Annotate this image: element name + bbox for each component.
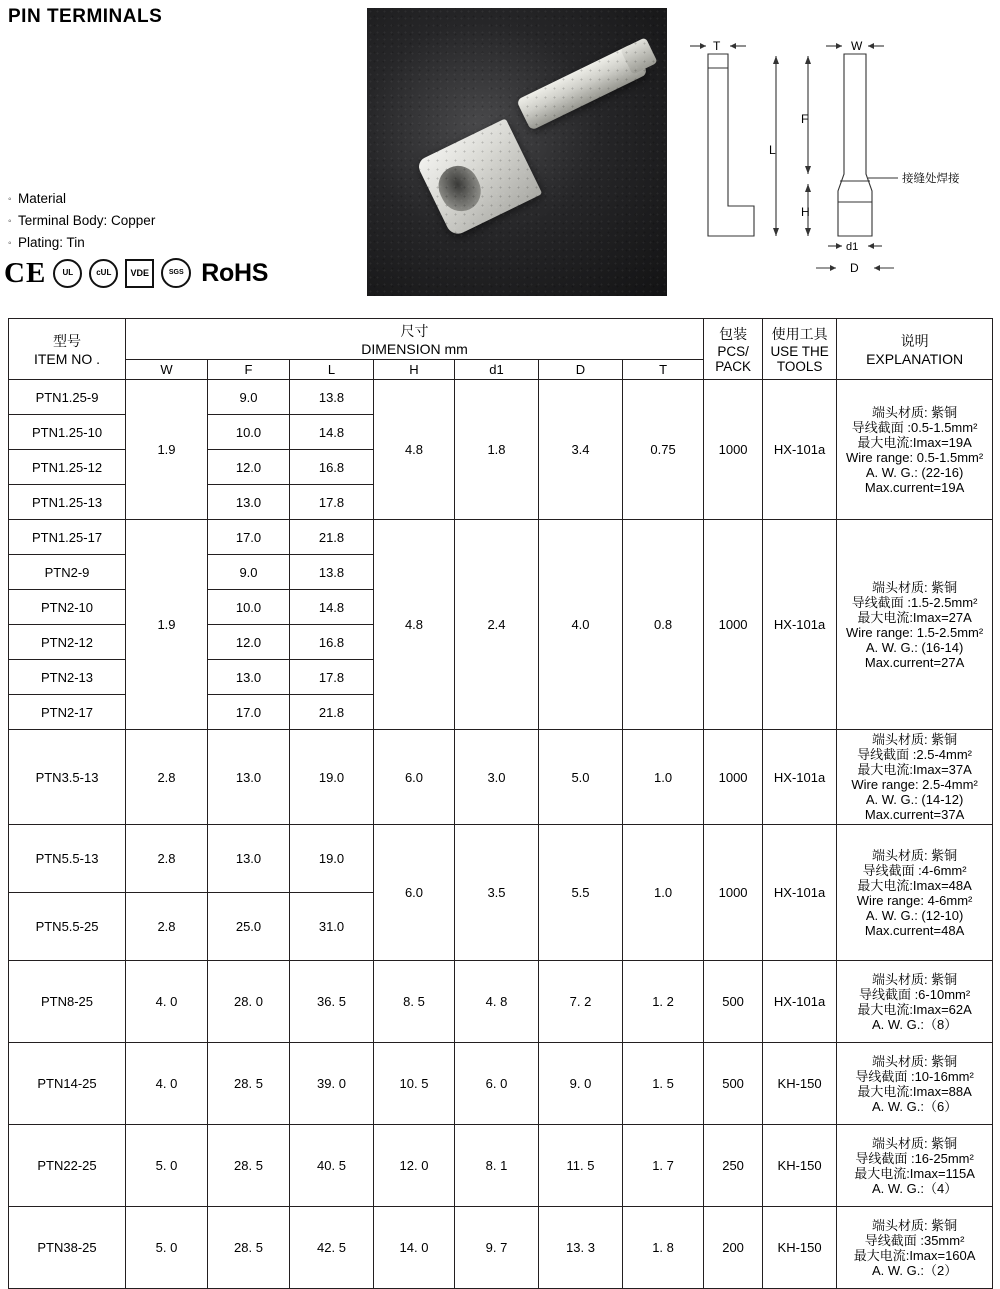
cell-f: 13.0 (208, 485, 290, 520)
table-row (9, 1043, 993, 1125)
cell-l: 39. 0 (290, 1043, 374, 1125)
cell-f: 28. 5 (208, 1043, 290, 1125)
cell-l: 21.8 (290, 695, 374, 730)
cell-item-no: PTN1.25-17 (9, 520, 126, 555)
cell-explanation: 端头材质: 紫铜 导线截面 :2.5-4mm² 最大电流:Imax=37A Wire range: 2.5-4mm² A. W. G.: (14-12) Max.current=37A (837, 730, 993, 825)
cell-d1: 3.0 (455, 730, 539, 825)
cell-h: 10. 5 (374, 1043, 455, 1125)
vde-mark-icon: VDE (125, 259, 154, 288)
cell-l: 14.8 (290, 415, 374, 450)
cell-l: 42. 5 (290, 1207, 374, 1289)
cell-t: 1.0 (623, 730, 704, 825)
cell-pack: 1000 (704, 730, 763, 825)
header-dimension: 尺寸 DIMENSION mm (126, 319, 704, 360)
label-l: L (769, 143, 776, 157)
cell-d1: 1.8 (455, 380, 539, 520)
cell-l: 16.8 (290, 450, 374, 485)
cell-f: 13.0 (208, 730, 290, 825)
cell-t: 1. 2 (623, 961, 704, 1043)
cell-pack: 1000 (704, 825, 763, 961)
cell-t: 0.75 (623, 380, 704, 520)
table-body (9, 380, 993, 1289)
cell-l: 17.8 (290, 660, 374, 695)
cell-item-no: PTN1.25-9 (9, 380, 126, 415)
bullet-icon: ◦ (8, 216, 12, 227)
cell-explanation: 端头材质: 紫铜 导线截面 :16-25mm² 最大电流:Imax=115A A. W. G.:（4） (837, 1125, 993, 1207)
cell-f: 17.0 (208, 695, 290, 730)
rohs-mark-label: RoHS (201, 258, 269, 287)
cell-explanation: 端头材质: 紫铜 导线截面 :35mm² 最大电流:Imax=160A A. W. G.:（2） (837, 1207, 993, 1289)
table-row (9, 961, 993, 1043)
cell-pack: 250 (704, 1125, 763, 1207)
header-dim-f: F (208, 360, 290, 380)
cell-item-no: PTN2-13 (9, 660, 126, 695)
cell-t: 1. 5 (623, 1043, 704, 1125)
cell-f: 13.0 (208, 825, 290, 893)
cell-w: 1.9 (126, 380, 208, 520)
cell-explanation: 端头材质: 紫铜 导线截面 :1.5-2.5mm² 最大电流:Imax=27A Wire range: 1.5-2.5mm² A. W. G.: (16-14) Max.current=27A (837, 520, 993, 730)
cell-l: 16.8 (290, 625, 374, 660)
bullet-icon: ◦ (8, 238, 12, 249)
certification-marks (4, 258, 268, 288)
material-spec-list (8, 188, 155, 254)
cell-item-no: PTN3.5-13 (9, 730, 126, 825)
spec-table-wrapper (8, 318, 992, 1289)
cell-f: 17.0 (208, 520, 290, 555)
cell-tool: HX-101a (763, 380, 837, 520)
cell-d: 9. 0 (539, 1043, 623, 1125)
cell-w: 2.8 (126, 730, 208, 825)
page-title: PIN TERMINALS (8, 6, 163, 27)
cell-w: 5. 0 (126, 1125, 208, 1207)
cell-w: 2.8 (126, 893, 208, 961)
specification-table (8, 318, 993, 1289)
cell-explanation: 端头材质: 紫铜 导线截面 :4-6mm² 最大电流:Imax=48A Wire range: 4-6mm² A. W. G.: (12-10) Max.current=48A (837, 825, 993, 961)
cell-item-no: PTN1.25-10 (9, 415, 126, 450)
table-row (9, 520, 993, 555)
table-row (9, 1207, 993, 1289)
cell-explanation: 端头材质: 紫铜 导线截面 :0.5-1.5mm² 最大电流:Imax=19A Wire range: 0.5-1.5mm² A. W. G.: (22-16) Max.current=19A (837, 380, 993, 520)
cell-f: 9.0 (208, 380, 290, 415)
cell-pack: 1000 (704, 520, 763, 730)
label-t: T (713, 39, 721, 53)
ul-mark-icon: UL (53, 259, 82, 288)
cell-t: 1. 7 (623, 1125, 704, 1207)
cell-f: 28. 5 (208, 1207, 290, 1289)
material-heading: ◦ Material (8, 188, 155, 210)
cell-h: 8. 5 (374, 961, 455, 1043)
cell-tool: HX-101a (763, 825, 837, 961)
label-f: F (801, 112, 809, 126)
cell-f: 25.0 (208, 893, 290, 961)
cell-item-no: PTN38-25 (9, 1207, 126, 1289)
header-pack: 包装 PCS/ PACK (704, 319, 763, 380)
label-w: W (851, 39, 863, 53)
technical-drawing (676, 6, 996, 298)
cell-item-no: PTN2-10 (9, 590, 126, 625)
cell-tool: HX-101a (763, 961, 837, 1043)
cell-d: 11. 5 (539, 1125, 623, 1207)
cell-d1: 9. 7 (455, 1207, 539, 1289)
cell-d: 7. 2 (539, 961, 623, 1043)
table-row (9, 1125, 993, 1207)
terminal-barrel-shape (416, 118, 543, 237)
cell-item-no: PTN2-9 (9, 555, 126, 590)
cell-w: 1.9 (126, 520, 208, 730)
cell-tool: KH-150 (763, 1125, 837, 1207)
label-h: H (801, 205, 810, 219)
cell-h: 4.8 (374, 520, 455, 730)
cell-pack: 500 (704, 1043, 763, 1125)
material-item-body: ◦ Terminal Body: Copper (8, 210, 155, 232)
cell-f: 13.0 (208, 660, 290, 695)
cell-l: 36. 5 (290, 961, 374, 1043)
cell-d1: 8. 1 (455, 1125, 539, 1207)
cell-d: 5.0 (539, 730, 623, 825)
cell-pack: 500 (704, 961, 763, 1043)
cell-tool: KH-150 (763, 1207, 837, 1289)
cell-tool: HX-101a (763, 520, 837, 730)
sgs-mark-icon: SGS (161, 258, 191, 288)
cell-d: 4.0 (539, 520, 623, 730)
header-explanation: 说明 EXPLANATION (837, 319, 993, 380)
cell-l: 21.8 (290, 520, 374, 555)
page-header (0, 0, 1000, 300)
cell-l: 19.0 (290, 730, 374, 825)
cell-pack: 1000 (704, 380, 763, 520)
cell-d: 5.5 (539, 825, 623, 961)
cell-item-no: PTN1.25-12 (9, 450, 126, 485)
cell-w: 4. 0 (126, 961, 208, 1043)
cell-f: 12.0 (208, 625, 290, 660)
cell-item-no: PTN1.25-13 (9, 485, 126, 520)
table-row (9, 380, 993, 415)
cell-w: 5. 0 (126, 1207, 208, 1289)
cell-l: 40. 5 (290, 1125, 374, 1207)
header-dim-w: W (126, 360, 208, 380)
cell-l: 13.8 (290, 555, 374, 590)
table-row (9, 825, 993, 893)
cell-l: 31.0 (290, 893, 374, 961)
cell-f: 10.0 (208, 415, 290, 450)
cell-d1: 6. 0 (455, 1043, 539, 1125)
cell-t: 1.0 (623, 825, 704, 961)
cell-tool: HX-101a (763, 730, 837, 825)
terminal-bore-shape (432, 159, 488, 218)
cell-f: 9.0 (208, 555, 290, 590)
cell-h: 6.0 (374, 730, 455, 825)
header-dim-d1: d1 (455, 360, 539, 380)
header-item-no: 型号 ITEM NO . (9, 319, 126, 380)
cul-mark-icon: cUL (89, 259, 118, 288)
cell-item-no: PTN5.5-13 (9, 825, 126, 893)
cell-item-no: PTN5.5-25 (9, 893, 126, 961)
cell-h: 14. 0 (374, 1207, 455, 1289)
cell-f: 28. 5 (208, 1125, 290, 1207)
cell-l: 17.8 (290, 485, 374, 520)
cell-d1: 2.4 (455, 520, 539, 730)
terminal-pin-shape (516, 43, 648, 131)
cell-explanation: 端头材质: 紫铜 导线截面 :6-10mm² 最大电流:Imax=62A A. W. G.:（8） (837, 961, 993, 1043)
drawing-svg (676, 6, 996, 298)
table-header-row-1 (9, 319, 993, 360)
cell-t: 1. 8 (623, 1207, 704, 1289)
cell-h: 6.0 (374, 825, 455, 961)
label-d: D (850, 261, 859, 275)
header-dim-d: D (539, 360, 623, 380)
cell-explanation: 端头材质: 紫铜 导线截面 :10-16mm² 最大电流:Imax=88A A. W. G.:（6） (837, 1043, 993, 1125)
cell-f: 10.0 (208, 590, 290, 625)
cell-tool: KH-150 (763, 1043, 837, 1125)
cell-w: 2.8 (126, 825, 208, 893)
material-item-plating: ◦ Plating: Tin (8, 232, 155, 254)
label-d1: d1 (846, 241, 859, 253)
label-weld-note: 接缝处焊接 (902, 173, 960, 185)
product-photo (367, 8, 667, 296)
bullet-icon: ◦ (8, 194, 12, 205)
cell-f: 28. 0 (208, 961, 290, 1043)
cell-item-no: PTN2-17 (9, 695, 126, 730)
header-dim-l: L (290, 360, 374, 380)
terminal-pin-tip-shape (620, 37, 657, 74)
cell-item-no: PTN8-25 (9, 961, 126, 1043)
cell-item-no: PTN22-25 (9, 1125, 126, 1207)
cell-l: 13.8 (290, 380, 374, 415)
cell-item-no: PTN14-25 (9, 1043, 126, 1125)
cell-f: 12.0 (208, 450, 290, 485)
header-tools: 使用工具 USE THE TOOLS (763, 319, 837, 380)
cell-item-no: PTN2-12 (9, 625, 126, 660)
header-dim-h: H (374, 360, 455, 380)
cell-h: 12. 0 (374, 1125, 455, 1207)
cell-t: 0.8 (623, 520, 704, 730)
ce-mark-icon: CE (4, 256, 47, 289)
cell-w: 4. 0 (126, 1043, 208, 1125)
cell-l: 19.0 (290, 825, 374, 893)
cell-d1: 3.5 (455, 825, 539, 961)
cell-h: 4.8 (374, 380, 455, 520)
cell-d1: 4. 8 (455, 961, 539, 1043)
table-row (9, 730, 993, 825)
header-dim-t: T (623, 360, 704, 380)
cell-d: 3.4 (539, 380, 623, 520)
cell-l: 14.8 (290, 590, 374, 625)
cell-pack: 200 (704, 1207, 763, 1289)
cell-d: 13. 3 (539, 1207, 623, 1289)
